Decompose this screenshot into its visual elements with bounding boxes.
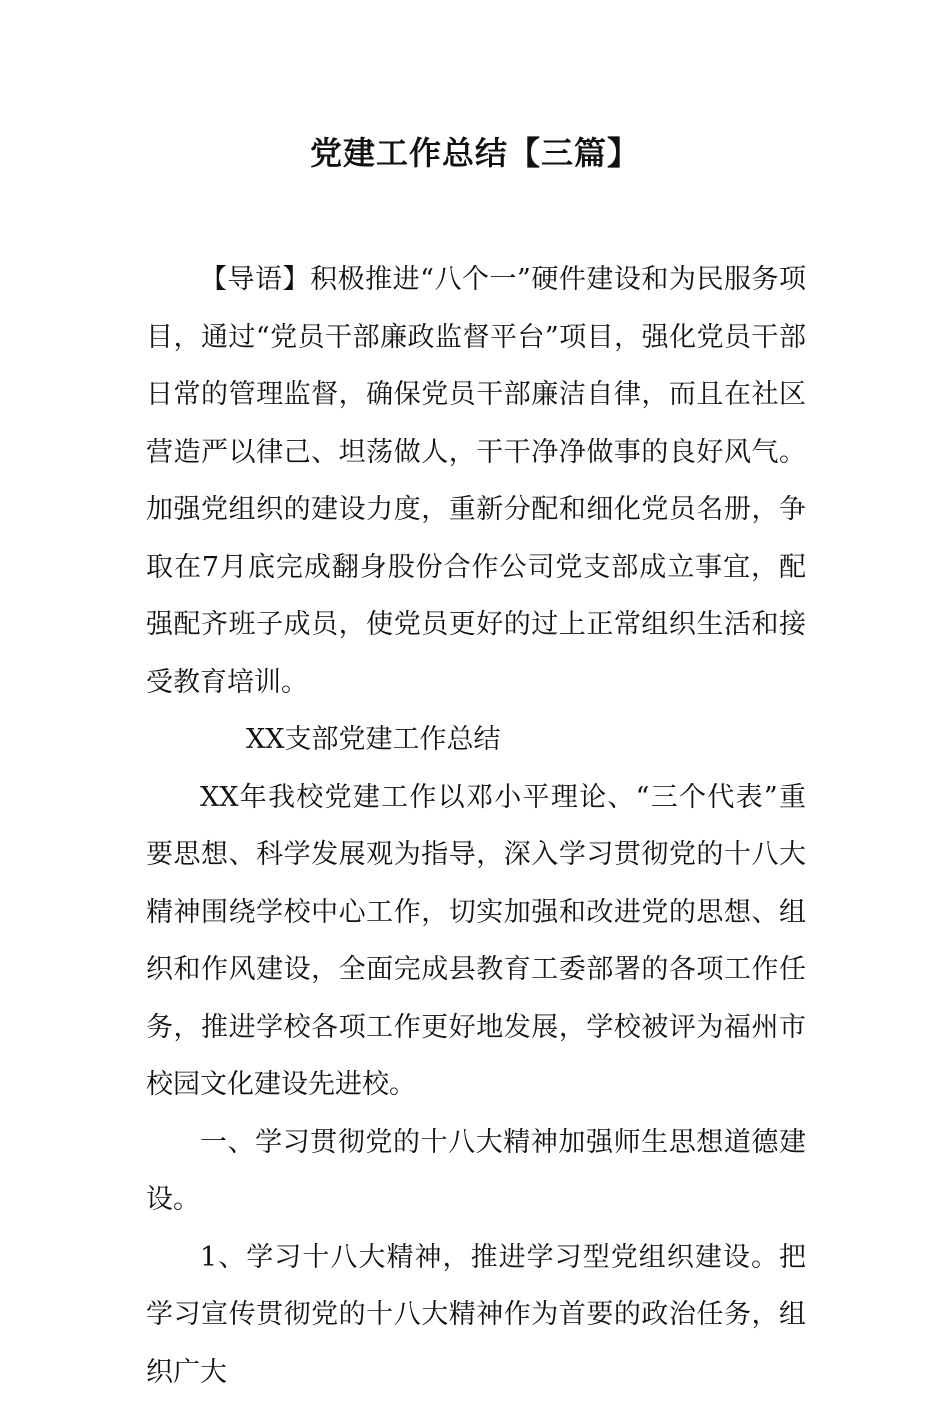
section-heading-1: 一、学习贯彻党的十八大精神加强师生思想道德建设。 — [146, 1114, 806, 1229]
intro-paragraph: 【导语】积极推进“八个一”硬件建设和为民服务项目，通过“党员干部廉政监督平台”项目，强化党员干部日常的管理监督，确保党员干部廉洁自律，而且在社区营造严以律己、坦荡做人，干干净净做事的良好风气。加强党组织的建设力度，重新分配和细化党员名册，争取在7月底完成翻身股份合作公司党支部成立事宜，配强配齐班子成员，使党员更好的过上正常组织生活和接受教育培训。 — [146, 251, 806, 711]
section-subheading: XX支部党建工作总结 — [146, 711, 806, 769]
document-title: 党建工作总结【三篇】 — [0, 128, 950, 178]
item-paragraph-1: 1、学习十八大精神，推进学习型党组织建设。把学习宣传贯彻党的十八大精神作为首要的政治任务，组织广大 — [146, 1229, 806, 1401]
document-body — [146, 251, 806, 1401]
overview-paragraph: XX年我校党建工作以邓小平理论、“三个代表”重要思想、科学发展观为指导，深入学习贯彻党的十八大精神围绕学校中心工作，切实加强和改进党的思想、组织和作风建设，全面完成县教育工委部署的各项工作任务，推进学校各项工作更好地发展，学校被评为福州市校园文化建设先进校。 — [146, 769, 806, 1114]
